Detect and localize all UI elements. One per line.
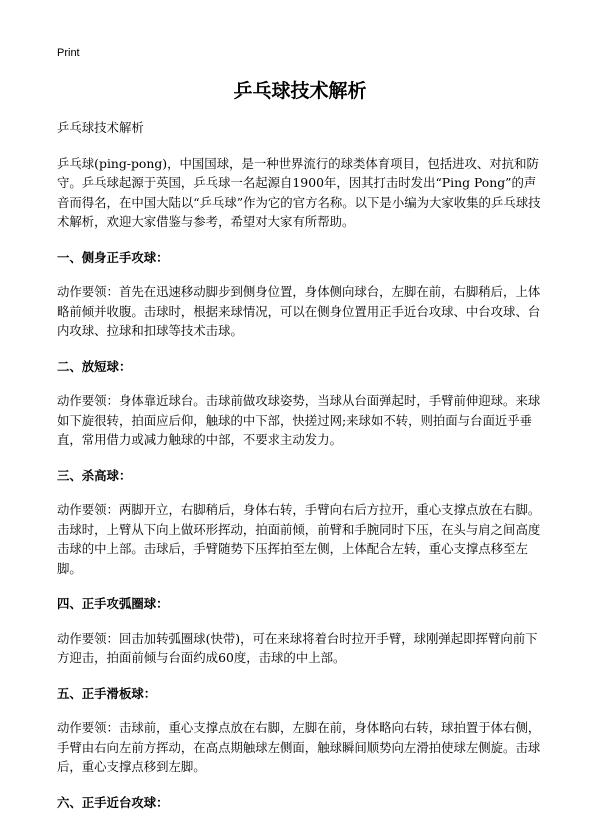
section-heading: 一、侧身正手攻球： xyxy=(57,249,169,265)
document-subtitle: 乒乓球技术解析 xyxy=(57,120,144,135)
section-paragraph: 动作要领：首先在迅速移动脚步到侧身位置，身体侧向球台，左脚在前，右脚稍后，上体略前倾并收腹。击球时，根据来球情况，可以在侧身位置用正手近台攻球、中台攻球、台内攻球、拉球和扣球等技术击球。 xyxy=(57,284,541,338)
print-label[interactable]: Print xyxy=(57,47,80,59)
section-heading: 六、正手近台攻球： xyxy=(57,794,169,810)
section-paragraph: 动作要领：两脚开立，右脚稍后，身体右转，手臂向右后方拉开，重心支撑点放在右脚。击球时，上臂从下向上做环形挥动，拍面前倾，前臂和手腕同时下压，在头与肩之间高度击球的中上部。击球后，手臂随势下压挥拍至左侧，上体配合左转，重心支撑点移至左脚。 xyxy=(57,502,541,576)
section-heading: 四、正手攻弧圈球： xyxy=(57,596,169,611)
section-heading: 五、正手滑板球： xyxy=(57,685,157,701)
document-body xyxy=(57,118,547,827)
section-paragraph: 动作要领：回击加转弧圈球(快带)，可在来球将着台时拉开手臂，球刚弹起即挥臂向前下方迎击，拍面前倾与台面约成60度，击球的中上部。 xyxy=(57,630,538,665)
intro-paragraph: 乒乓球(ping-pong)，中国国球，是一种世界流行的球类体育项目，包括进攻、对抗和防守。乒乓球起源于英国，乒乓球一名起源自1900年，因其打击时发出“Ping Pong”的声音而得名，在中国大陆以“乒乓球”作为它的官方名称。以下是小编为大家收集的乒乓球技术解析，欢迎大家借鉴与参考，希望对大家有所帮助。 xyxy=(57,155,541,229)
section-heading: 三、杀高球： xyxy=(57,467,132,483)
section-heading: 二、放短球： xyxy=(57,358,132,374)
section-paragraph: 动作要领：击球前，重心支撑点放在右脚，左脚在前，身体略向右转，球拍置于体右侧，手臂由右向左前方挥动，在高点期触球左侧面，触球瞬间顺势向左滑拍使球左侧旋。击球后，重心支撑点移到左脚。 xyxy=(57,720,541,774)
document-title: 乒乓球技术解析 xyxy=(233,80,367,102)
section-paragraph: 动作要领：身体靠近球台。击球前做攻球姿势，当球从台面弹起时，手臂前伸迎球。来球如下旋很转，拍面应后仰，触球的中下部，快搓过网;来球如不转，则拍面与台面近乎垂直，常用借力或减力触球的中部，不要求主动发力。 xyxy=(57,393,541,447)
